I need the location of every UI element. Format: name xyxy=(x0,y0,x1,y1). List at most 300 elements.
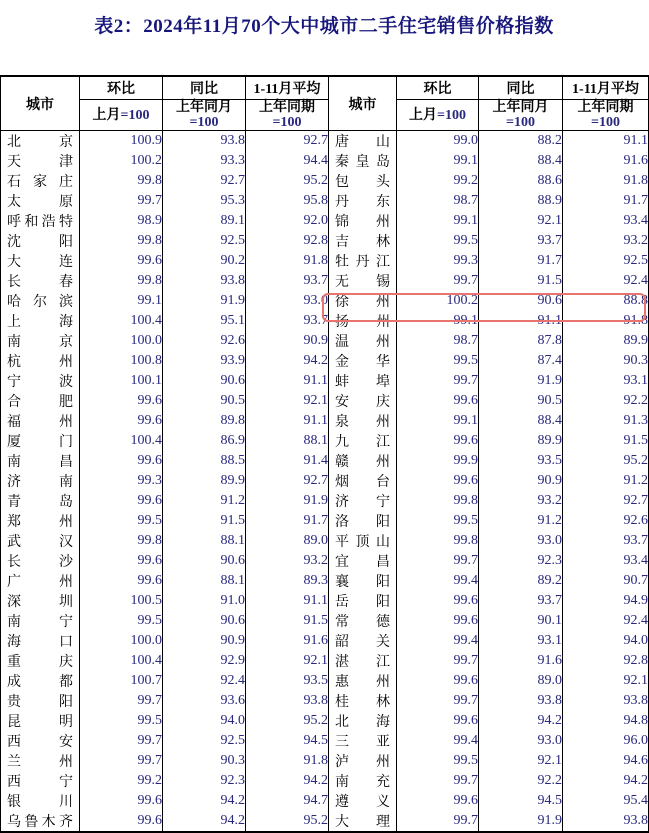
yoy-value: 86.9 xyxy=(163,431,246,451)
avg-value: 92.5 xyxy=(563,251,649,271)
avg-value: 92.4 xyxy=(563,611,649,631)
yoy-value: 88.9 xyxy=(479,191,563,211)
table-row xyxy=(1,511,649,531)
table-row xyxy=(1,591,649,611)
city-cell xyxy=(1,571,80,591)
city-name: 蚌 埠 xyxy=(335,375,390,390)
mom-value: 99.2 xyxy=(397,171,479,191)
yoy-value: 89.1 xyxy=(163,211,246,231)
table-row xyxy=(1,251,649,271)
city-cell xyxy=(329,811,397,832)
header-avg-right: 1-11月平均 xyxy=(563,76,649,100)
mom-value: 99.6 xyxy=(397,471,479,491)
city-name: 杭 州 xyxy=(7,355,73,370)
mom-value: 99.5 xyxy=(397,751,479,771)
yoy-value: 93.0 xyxy=(479,531,563,551)
city-cell xyxy=(329,391,397,411)
header-city-right: 城市 xyxy=(329,76,397,131)
yoy-value: 88.4 xyxy=(479,151,563,171)
mom-value: 99.7 xyxy=(397,811,479,832)
city-cell xyxy=(1,751,80,771)
avg-value: 91.9 xyxy=(246,491,329,511)
mom-value: 99.6 xyxy=(397,591,479,611)
city-name: 太 原 xyxy=(7,195,73,210)
avg-value: 92.7 xyxy=(246,131,329,152)
city-cell xyxy=(329,691,397,711)
table-row xyxy=(1,491,649,511)
table-row xyxy=(1,571,649,591)
mom-value: 99.1 xyxy=(397,151,479,171)
yoy-value: 89.2 xyxy=(479,571,563,591)
yoy-value: 93.5 xyxy=(479,451,563,471)
avg-value: 91.1 xyxy=(563,131,649,152)
mom-value: 99.8 xyxy=(80,531,163,551)
yoy-value: 90.2 xyxy=(163,251,246,271)
yoy-value: 90.6 xyxy=(163,611,246,631)
city-name: 丹 东 xyxy=(335,195,390,210)
yoy-value: 93.9 xyxy=(163,351,246,371)
city-name: 常 德 xyxy=(335,615,390,630)
city-cell xyxy=(1,671,80,691)
avg-value: 93.5 xyxy=(246,671,329,691)
city-name: 吉 林 xyxy=(335,235,390,250)
table-row xyxy=(1,771,649,791)
yoy-value: 90.5 xyxy=(479,391,563,411)
yoy-value: 90.6 xyxy=(163,371,246,391)
city-cell xyxy=(329,171,397,191)
yoy-value: 92.1 xyxy=(479,751,563,771)
header-mom-base-left: 上月=100 xyxy=(80,100,163,131)
mom-value: 99.1 xyxy=(397,211,479,231)
yoy-value: 91.0 xyxy=(163,591,246,611)
avg-value: 91.8 xyxy=(246,251,329,271)
yoy-value: 92.3 xyxy=(163,771,246,791)
city-cell xyxy=(1,431,80,451)
city-name: 深 圳 xyxy=(7,595,73,610)
yoy-value: 93.3 xyxy=(163,151,246,171)
mom-value: 99.7 xyxy=(397,651,479,671)
yoy-value: 90.5 xyxy=(163,391,246,411)
avg-value: 92.2 xyxy=(563,391,649,411)
yoy-value: 87.4 xyxy=(479,351,563,371)
city-name: 乌 鲁 木 齐 xyxy=(7,815,73,830)
avg-value: 94.9 xyxy=(563,591,649,611)
avg-value: 92.0 xyxy=(246,211,329,231)
avg-value: 91.3 xyxy=(563,411,649,431)
city-name: 天 津 xyxy=(7,155,73,170)
city-name: 南 京 xyxy=(7,335,73,350)
mom-value: 100.0 xyxy=(80,631,163,651)
city-cell xyxy=(1,511,80,531)
avg-value: 91.8 xyxy=(246,751,329,771)
city-name: 安 庆 xyxy=(335,395,390,410)
yoy-value: 93.1 xyxy=(479,631,563,651)
table-row xyxy=(1,471,649,491)
avg-value: 89.9 xyxy=(563,331,649,351)
avg-value: 93.7 xyxy=(246,311,329,331)
table-row xyxy=(1,271,649,291)
city-name: 包 头 xyxy=(335,175,390,190)
city-cell xyxy=(1,631,80,651)
city-cell xyxy=(329,271,397,291)
yoy-value: 89.0 xyxy=(479,671,563,691)
mom-value: 99.6 xyxy=(80,411,163,431)
avg-value: 92.6 xyxy=(563,511,649,531)
avg-value: 95.2 xyxy=(563,451,649,471)
city-name: 泉 州 xyxy=(335,415,390,430)
header-yoy-left: 同比 xyxy=(163,76,246,100)
mom-value: 99.9 xyxy=(397,451,479,471)
city-cell xyxy=(329,671,397,691)
city-cell xyxy=(1,171,80,191)
city-cell xyxy=(1,451,80,471)
city-cell xyxy=(329,231,397,251)
city-name: 襄 阳 xyxy=(335,575,390,590)
mom-value: 99.6 xyxy=(80,791,163,811)
yoy-value: 92.3 xyxy=(479,551,563,571)
mom-value: 99.8 xyxy=(80,271,163,291)
avg-value: 91.1 xyxy=(246,411,329,431)
yoy-value: 91.2 xyxy=(479,511,563,531)
city-name: 无 锡 xyxy=(335,275,390,290)
table-row xyxy=(1,531,649,551)
city-name: 石 家 庄 xyxy=(7,175,73,190)
city-name: 湛 江 xyxy=(335,655,390,670)
mom-value: 99.6 xyxy=(397,391,479,411)
table-row xyxy=(1,351,649,371)
city-name: 大 连 xyxy=(7,255,73,270)
yoy-value: 95.3 xyxy=(163,191,246,211)
table-row xyxy=(1,191,649,211)
yoy-value: 88.5 xyxy=(163,451,246,471)
city-cell xyxy=(329,471,397,491)
city-name: 秦 皇 岛 xyxy=(335,155,390,170)
city-name: 大 理 xyxy=(335,815,390,830)
avg-value: 93.8 xyxy=(563,691,649,711)
mom-value: 99.8 xyxy=(397,531,479,551)
avg-value: 92.7 xyxy=(563,491,649,511)
avg-value: 88.8 xyxy=(563,291,649,311)
city-cell xyxy=(329,331,397,351)
mom-value: 99.4 xyxy=(397,571,479,591)
yoy-value: 88.1 xyxy=(163,531,246,551)
city-cell xyxy=(1,811,80,832)
city-name: 南 充 xyxy=(335,775,390,790)
city-cell xyxy=(1,731,80,751)
yoy-value: 93.0 xyxy=(479,731,563,751)
avg-value: 94.8 xyxy=(563,711,649,731)
avg-value: 91.5 xyxy=(563,431,649,451)
city-name: 呼 和 浩 特 xyxy=(7,215,73,230)
city-cell xyxy=(1,191,80,211)
mom-value: 98.7 xyxy=(397,191,479,211)
avg-value: 91.1 xyxy=(246,591,329,611)
avg-value: 93.8 xyxy=(246,691,329,711)
city-name: 扬 州 xyxy=(335,315,390,330)
table-row xyxy=(1,311,649,331)
table-row xyxy=(1,631,649,651)
yoy-value: 88.6 xyxy=(479,171,563,191)
city-cell xyxy=(1,311,80,331)
price-index-table xyxy=(0,75,649,833)
yoy-value: 92.9 xyxy=(163,651,246,671)
table-row xyxy=(1,731,649,751)
yoy-value: 87.8 xyxy=(479,331,563,351)
mom-value: 100.7 xyxy=(80,671,163,691)
header-yoy-base-right: 上年同月 =100 xyxy=(479,100,563,131)
city-cell xyxy=(1,711,80,731)
city-cell xyxy=(1,251,80,271)
yoy-value: 88.2 xyxy=(479,131,563,152)
avg-value: 90.9 xyxy=(246,331,329,351)
city-name: 长 春 xyxy=(7,275,73,290)
avg-value: 96.0 xyxy=(563,731,649,751)
city-name: 沈 阳 xyxy=(7,235,73,250)
avg-value: 89.3 xyxy=(246,571,329,591)
mom-value: 99.5 xyxy=(80,611,163,631)
city-name: 九 江 xyxy=(335,435,390,450)
avg-value: 94.7 xyxy=(246,791,329,811)
city-name: 西 安 xyxy=(7,735,73,750)
city-name: 北 京 xyxy=(7,135,73,150)
avg-value: 93.4 xyxy=(563,551,649,571)
city-name: 哈 尔 滨 xyxy=(7,295,73,310)
city-name: 赣 州 xyxy=(335,455,390,470)
mom-value: 99.1 xyxy=(397,411,479,431)
city-cell xyxy=(1,471,80,491)
city-cell xyxy=(1,491,80,511)
city-cell xyxy=(1,291,80,311)
city-name: 海 口 xyxy=(7,635,73,650)
yoy-value: 90.6 xyxy=(479,291,563,311)
city-name: 成 都 xyxy=(7,675,73,690)
mom-value: 99.1 xyxy=(397,311,479,331)
city-cell xyxy=(329,591,397,611)
table-row xyxy=(1,711,649,731)
avg-value: 88.1 xyxy=(246,431,329,451)
city-name: 宜 昌 xyxy=(335,555,390,570)
yoy-value: 93.8 xyxy=(163,271,246,291)
city-cell xyxy=(1,331,80,351)
mom-value: 99.4 xyxy=(397,731,479,751)
city-cell xyxy=(329,131,397,152)
yoy-value: 94.2 xyxy=(163,811,246,832)
header-avg-base-left: 上年同期 =100 xyxy=(246,100,329,131)
mom-value: 99.5 xyxy=(397,351,479,371)
avg-value: 94.0 xyxy=(563,631,649,651)
avg-value: 92.1 xyxy=(563,671,649,691)
city-cell xyxy=(1,391,80,411)
yoy-value: 89.9 xyxy=(479,431,563,451)
table-row xyxy=(1,331,649,351)
city-cell xyxy=(329,371,397,391)
avg-value: 94.6 xyxy=(563,751,649,771)
avg-value: 93.8 xyxy=(563,811,649,832)
city-name: 泸 州 xyxy=(335,755,390,770)
avg-value: 95.4 xyxy=(563,791,649,811)
avg-value: 91.8 xyxy=(563,311,649,331)
avg-value: 95.2 xyxy=(246,171,329,191)
table-row xyxy=(1,131,649,152)
avg-value: 95.8 xyxy=(246,191,329,211)
city-cell xyxy=(329,531,397,551)
city-name: 昆 明 xyxy=(7,715,73,730)
yoy-value: 90.9 xyxy=(479,471,563,491)
mom-value: 100.2 xyxy=(80,151,163,171)
city-name: 宁 波 xyxy=(7,375,73,390)
mom-value: 99.7 xyxy=(80,731,163,751)
city-cell xyxy=(1,531,80,551)
yoy-value: 91.9 xyxy=(479,811,563,832)
header-yoy-right: 同比 xyxy=(479,76,563,100)
mom-value: 99.5 xyxy=(80,511,163,531)
yoy-value: 94.2 xyxy=(479,711,563,731)
city-cell xyxy=(329,491,397,511)
yoy-value: 90.1 xyxy=(479,611,563,631)
avg-value: 90.3 xyxy=(563,351,649,371)
table-row xyxy=(1,151,649,171)
mom-value: 99.3 xyxy=(397,251,479,271)
header-city-left: 城市 xyxy=(1,76,80,131)
mom-value: 99.6 xyxy=(80,571,163,591)
avg-value: 94.2 xyxy=(563,771,649,791)
city-cell xyxy=(329,411,397,431)
avg-value: 91.7 xyxy=(246,511,329,531)
yoy-value: 92.5 xyxy=(163,231,246,251)
city-name: 青 岛 xyxy=(7,495,73,510)
avg-value: 91.6 xyxy=(563,151,649,171)
mom-value: 99.5 xyxy=(397,231,479,251)
yoy-value: 93.6 xyxy=(163,691,246,711)
yoy-value: 92.7 xyxy=(163,171,246,191)
city-cell xyxy=(1,211,80,231)
header-avg-base-right: 上年同期 =100 xyxy=(563,100,649,131)
table-row xyxy=(1,171,649,191)
avg-value: 91.5 xyxy=(246,611,329,631)
city-name: 郑 州 xyxy=(7,515,73,530)
city-name: 温 州 xyxy=(335,335,390,350)
city-name: 济 南 xyxy=(7,475,73,490)
yoy-value: 88.1 xyxy=(163,571,246,591)
city-name: 平 顶 山 xyxy=(335,535,390,550)
city-name: 南 昌 xyxy=(7,455,73,470)
city-cell xyxy=(1,131,80,152)
mom-value: 100.4 xyxy=(80,431,163,451)
city-cell xyxy=(1,371,80,391)
yoy-value: 93.7 xyxy=(479,231,563,251)
city-name: 遵 义 xyxy=(335,795,390,810)
yoy-value: 92.4 xyxy=(163,671,246,691)
city-name: 西 宁 xyxy=(7,775,73,790)
avg-value: 93.0 xyxy=(246,291,329,311)
city-cell xyxy=(329,191,397,211)
mom-value: 100.8 xyxy=(80,351,163,371)
yoy-value: 89.9 xyxy=(163,471,246,491)
city-name: 重 庆 xyxy=(7,655,73,670)
yoy-value: 93.8 xyxy=(163,131,246,152)
avg-value: 93.7 xyxy=(246,271,329,291)
table-row xyxy=(1,291,649,311)
avg-value: 91.2 xyxy=(563,471,649,491)
city-name: 北 海 xyxy=(335,715,390,730)
city-cell xyxy=(1,691,80,711)
mom-value: 99.6 xyxy=(397,671,479,691)
city-name: 武 汉 xyxy=(7,535,73,550)
city-cell xyxy=(1,551,80,571)
table-body xyxy=(1,131,649,833)
mom-value: 99.5 xyxy=(80,711,163,731)
table-row xyxy=(1,671,649,691)
mom-value: 99.0 xyxy=(397,131,479,152)
avg-value: 89.0 xyxy=(246,531,329,551)
mom-value: 99.8 xyxy=(80,231,163,251)
yoy-value: 91.9 xyxy=(479,371,563,391)
yoy-value: 91.6 xyxy=(479,651,563,671)
mom-value: 98.9 xyxy=(80,211,163,231)
table-row xyxy=(1,391,649,411)
yoy-value: 95.1 xyxy=(163,311,246,331)
city-name: 韶 关 xyxy=(335,635,390,650)
mom-value: 99.8 xyxy=(80,171,163,191)
city-cell xyxy=(329,711,397,731)
mom-value: 100.4 xyxy=(80,651,163,671)
avg-value: 91.4 xyxy=(246,451,329,471)
mom-value: 99.6 xyxy=(80,491,163,511)
table-row xyxy=(1,651,649,671)
city-cell xyxy=(329,211,397,231)
mom-value: 99.3 xyxy=(80,471,163,491)
table-row xyxy=(1,211,649,231)
table-header xyxy=(1,76,649,131)
mom-value: 98.7 xyxy=(397,331,479,351)
mom-value: 99.6 xyxy=(397,611,479,631)
avg-value: 94.4 xyxy=(246,151,329,171)
city-name: 济 宁 xyxy=(335,495,390,510)
yoy-value: 94.2 xyxy=(163,791,246,811)
city-name: 广 州 xyxy=(7,575,73,590)
city-name: 银 川 xyxy=(7,795,73,810)
city-name: 惠 州 xyxy=(335,675,390,690)
avg-value: 91.7 xyxy=(563,191,649,211)
mom-value: 99.7 xyxy=(397,771,479,791)
mom-value: 99.7 xyxy=(80,751,163,771)
header-mom-right: 环比 xyxy=(397,76,479,100)
yoy-value: 90.3 xyxy=(163,751,246,771)
yoy-value: 92.1 xyxy=(479,211,563,231)
avg-value: 94.2 xyxy=(246,351,329,371)
mom-value: 99.6 xyxy=(80,451,163,471)
avg-value: 95.2 xyxy=(246,811,329,832)
mom-value: 100.9 xyxy=(80,131,163,152)
table-row xyxy=(1,551,649,571)
city-name: 锦 州 xyxy=(335,215,390,230)
city-cell xyxy=(1,611,80,631)
yoy-value: 90.9 xyxy=(163,631,246,651)
table-row xyxy=(1,411,649,431)
mom-value: 100.4 xyxy=(80,311,163,331)
city-cell xyxy=(1,411,80,431)
mom-value: 99.7 xyxy=(397,271,479,291)
city-cell xyxy=(1,651,80,671)
yoy-value: 94.5 xyxy=(479,791,563,811)
yoy-value: 92.5 xyxy=(163,731,246,751)
yoy-value: 90.6 xyxy=(163,551,246,571)
mom-value: 99.7 xyxy=(80,691,163,711)
avg-value: 91.1 xyxy=(246,371,329,391)
avg-value: 93.4 xyxy=(563,211,649,231)
header-avg-left: 1-11月平均 xyxy=(246,76,329,100)
city-name: 烟 台 xyxy=(335,475,390,490)
